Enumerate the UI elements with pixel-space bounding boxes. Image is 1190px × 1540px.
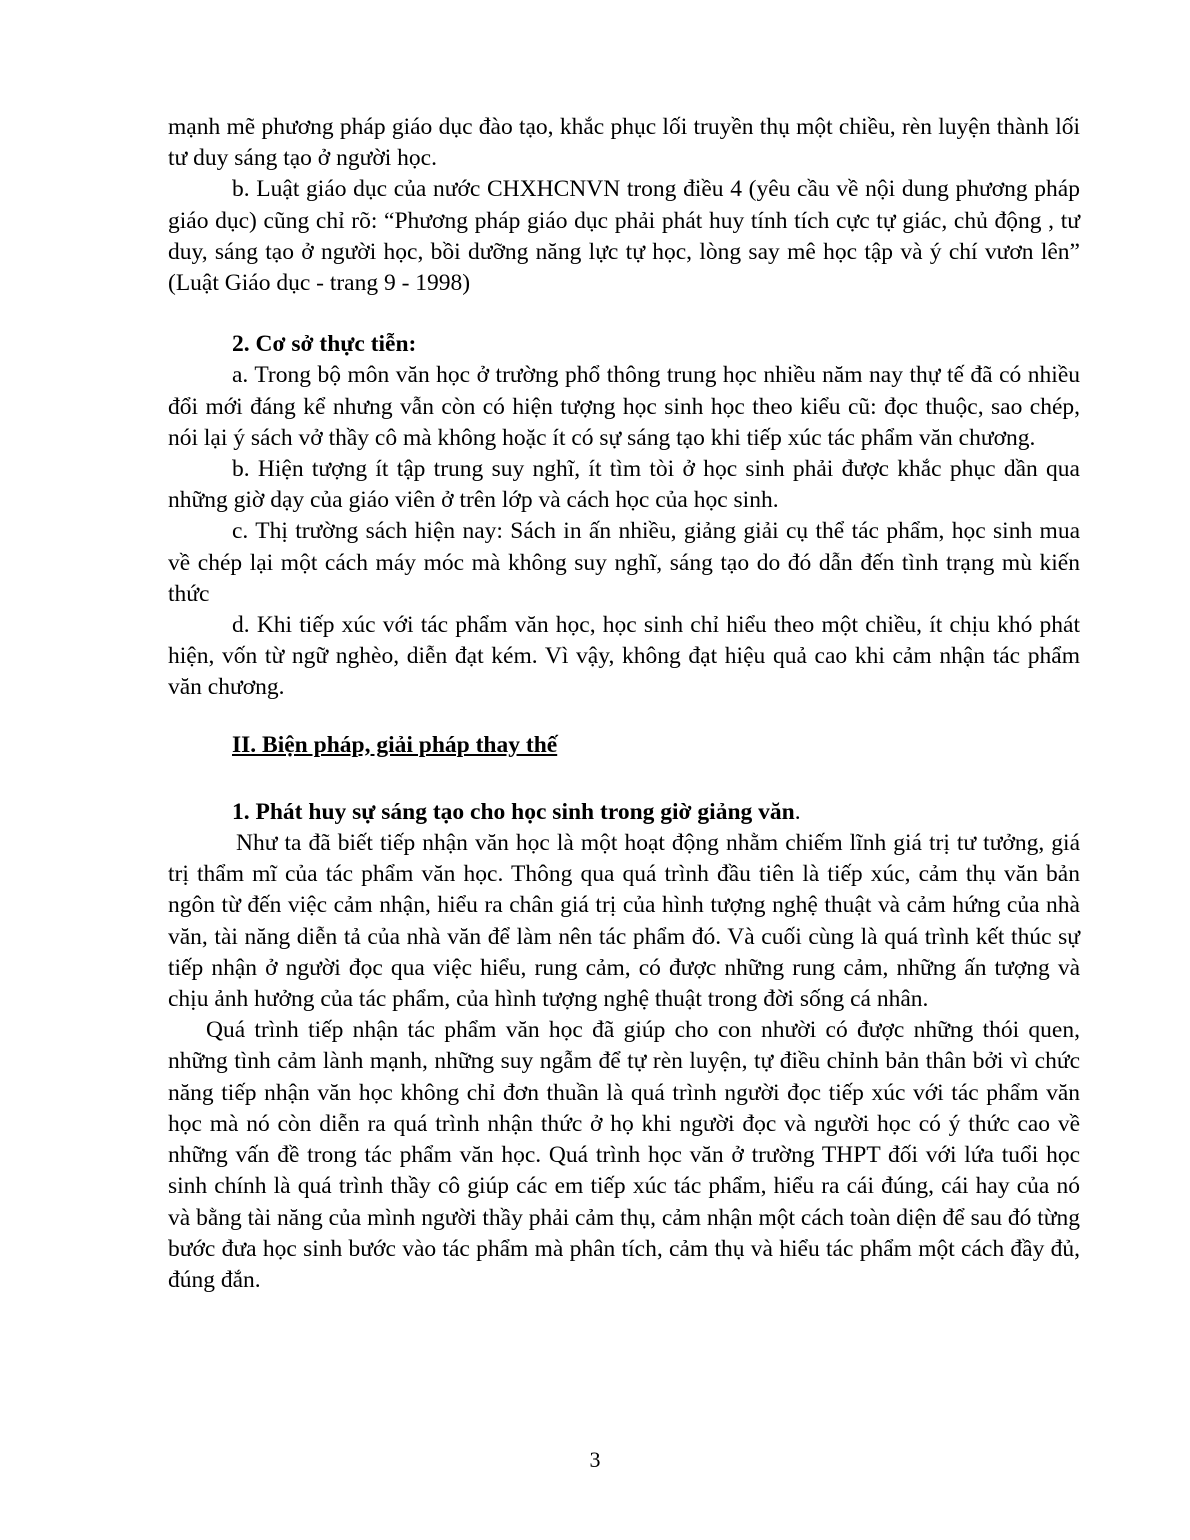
page-body: [168, 112, 1080, 1296]
subheading-creativity: [168, 797, 1080, 828]
page-number: 3: [589, 1447, 601, 1472]
section-heading-solutions: II. Biện pháp, giải pháp thay thế: [232, 731, 558, 758]
paragraph-practical-b: b. Hiện tượng ít tập trung suy nghĩ, ít tìm tòi ở học sinh phải được khắc phục dần qua những giờ dạy của giáo viên ở trên lớp và cách học của học sinh.: [168, 456, 1080, 514]
paragraph-practical-c: c. Thị trường sách hiện nay: Sách in ấn nhiều, giảng giải cụ thể tác phẩm, học sinh mua về chép lại một cách máy móc mà không suy nghĩ, sáng tạo do đó dẫn đến tình trạng mù kiến thức: [168, 518, 1080, 607]
subheading-period: .: [794, 798, 801, 825]
paragraph-reception-process: Quá trình tiếp nhận tác phẩm văn học đã giúp cho con nhười có được những thói quen, những tình cảm lành mạnh, những suy ngẫm để tự rèn luyện, tự điều chỉnh bản thân bởi vì chức năng tiếp nhận văn học không chỉ đơn thuần là quá trình người đọc tiếp xúc với tác phẩm văn học mà nó còn diễn ra quá trình nhận thức ở họ khi người đọc và người học có ý thức cao về những vấn đề trong tác phẩm văn học. Quá trình học văn ở trường THPT đối với lứa tuổi học sinh chính là quá trình thầy cô giúp các em tiếp xúc tác phẩm, hiểu ra cái đúng, cái hay của nó và bằng tài năng của mình người thầy phải cảm thụ, cảm nhận một cách toàn diện để sau đó từng bước đưa học sinh bước vào tác phẩm mà phân tích, cảm thụ và hiểu tác phẩm một cách đầy đủ, đúng đắn.: [168, 1017, 1080, 1293]
paragraph-education-law: b. Luật giáo dục của nước CHXHCNVN trong điều 4 (yêu cầu về nội dung phương pháp giáo dục) cũng chỉ rõ: “Phương pháp giáo dục phải phát huy tính tích cực tự giác, chủ động , tư duy, sáng tạo ở người học, bồi dưỡng năng lực tự học, lòng say mê học tập và ý chí vươn lên” (Luật Giáo dục - trang 9 - 1998): [168, 176, 1080, 297]
paragraph-practical-a: a. Trong bộ môn văn học ở trường phổ thông trung học nhiều năm nay thự tế đã có nhiều đổi mới đáng kể nhưng vẫn còn có hiện tượng học sinh học theo kiểu cũ: đọc thuộc, sao chép, nói lại ý sách vở thầy cô mà không hoặc ít có sự sáng tạo khi tiếp xúc tác phẩm văn chương.: [168, 362, 1080, 451]
paragraph-practical-d: d. Khi tiếp xúc với tác phẩm văn học, học sinh chỉ hiểu theo một chiều, ít chịu khó phát hiện, vốn từ ngữ nghèo, diễn đạt kém. Vì vậy, không đạt hiệu quả cao khi cảm nhận tác phẩm văn chương.: [168, 612, 1080, 701]
subheading-creativity-text: 1. Phát huy sự sáng tạo cho học sinh trong giờ giảng văn: [232, 798, 795, 825]
heading-practical-basis: 2. Cơ sở thực tiễn:: [232, 331, 417, 358]
paragraph-continuation: mạnh mẽ phương pháp giáo dục đào tạo, khắc phục lối truyền thụ một chiều, rèn luyện thành lối tư duy sáng tạo ở người học.: [168, 114, 1080, 172]
paragraph-literary-reception: Như ta đã biết tiếp nhận văn học là một hoạt động nhằm chiếm lĩnh giá trị tư tưởng, giá trị thẩm mĩ của tác phẩm văn học. Thông qua quá trình đầu tiên là tiếp xúc, cảm thụ văn bản ngôn từ đến việc cảm nhận, hiểu ra chân giá trị của hình tượng nghệ thuật và cảm hứng của nhà văn, tài năng diễn tả của nhà văn để làm nên tác phẩm đó. Và cuối cùng là quá trình kết thúc sự tiếp nhận ở người đọc qua việc hiểu, rung cảm, có được những rung cảm, những ấn tượng và chịu ảnh hưởng của tác phẩm, của hình tượng nghệ thuật trong đời sống cá nhân.: [168, 830, 1080, 1013]
